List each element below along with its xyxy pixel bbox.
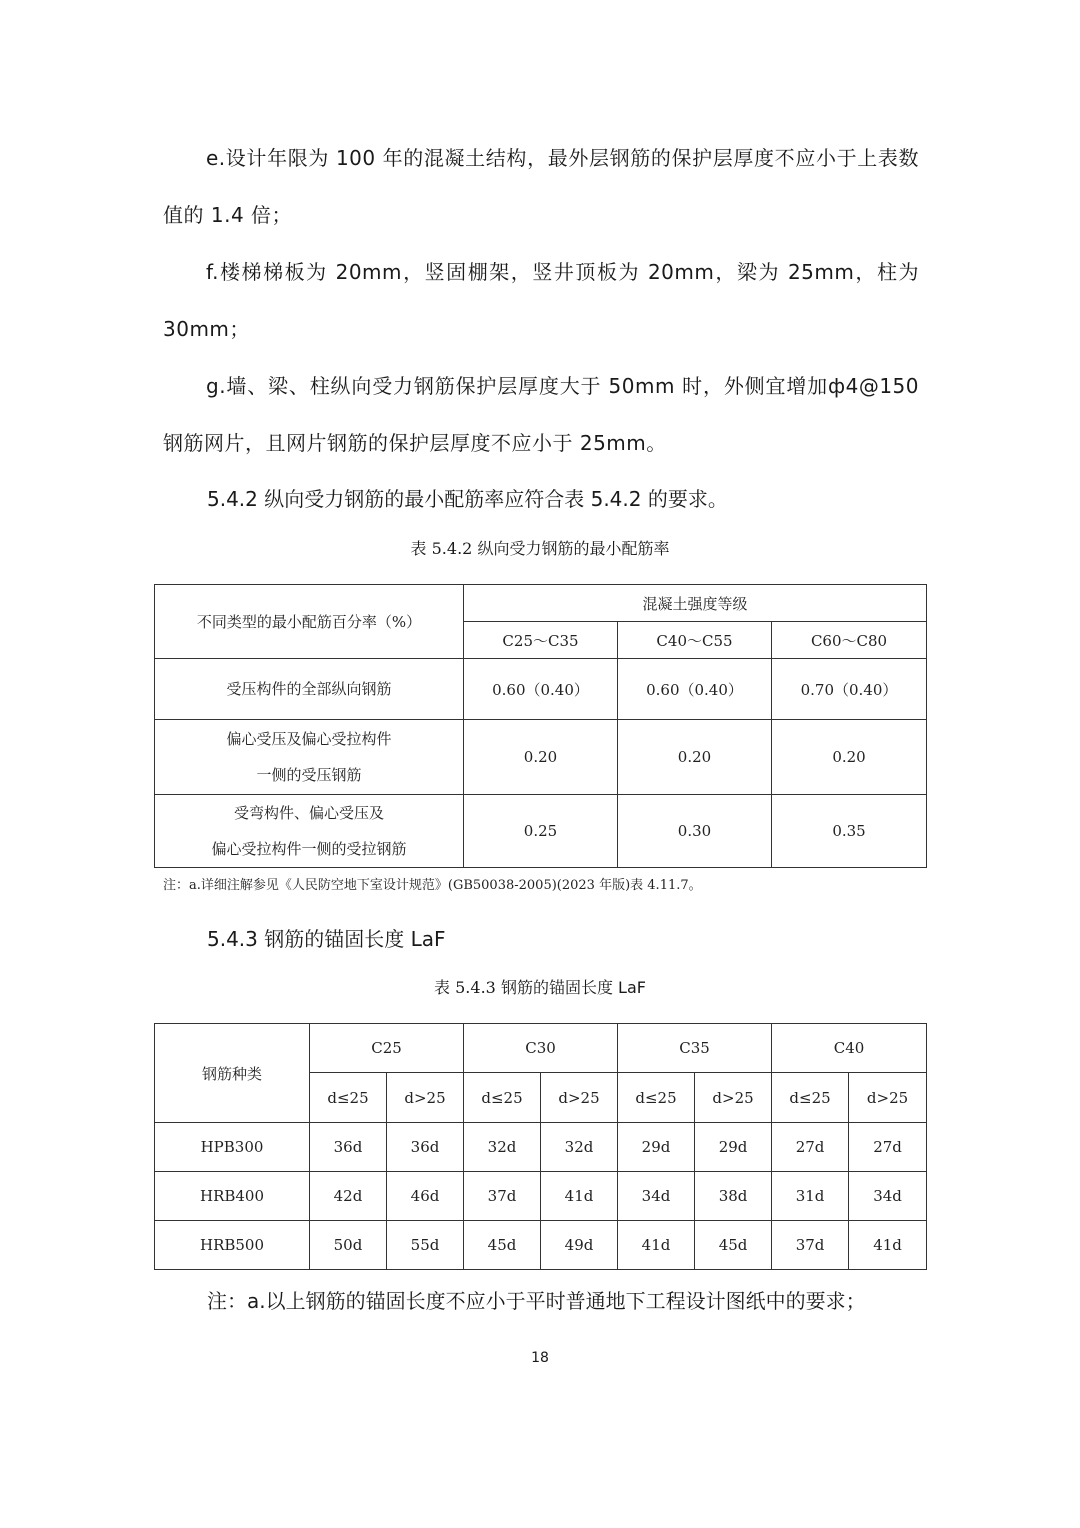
value-cell: 37d — [464, 1172, 541, 1221]
value-cell: 0.30 — [618, 795, 772, 868]
row-label-cell — [155, 720, 464, 795]
value-cell: 50d — [310, 1221, 387, 1270]
table-row — [155, 1221, 927, 1270]
table-caption-title: 纵向受力钢筋的最小配筋率 — [477, 539, 670, 558]
row-header-cell: 钢筋种类 — [155, 1024, 310, 1123]
value-cell: 27d — [772, 1123, 849, 1172]
rebar-type-cell: HRB500 — [155, 1221, 310, 1270]
value-cell: 34d — [849, 1172, 927, 1221]
table-row — [155, 795, 927, 868]
value-cell: 0.60（0.40） — [618, 659, 772, 720]
row-label-cell — [155, 659, 464, 720]
row-label-line: 偏心受拉构件一侧的受拉钢筋 — [211, 840, 407, 858]
subheader-cell: d≤25 — [464, 1073, 541, 1123]
value-cell: 0.25 — [464, 795, 618, 868]
grade-header-cell: C40 — [772, 1024, 927, 1073]
grade-header-cell: C25～C35 — [464, 622, 618, 659]
grade-header-cell: C30 — [464, 1024, 618, 1073]
value-cell: 31d — [772, 1172, 849, 1221]
value-cell: 41d — [541, 1172, 618, 1221]
table-row — [155, 1172, 927, 1221]
value-cell: 38d — [695, 1172, 772, 1221]
subheader-cell: d>25 — [695, 1073, 772, 1123]
value-cell: 0.60（0.40） — [464, 659, 618, 720]
table-caption-number: 表 5.4.3 — [434, 978, 496, 997]
value-cell: 55d — [387, 1221, 464, 1270]
value-cell: 45d — [695, 1221, 772, 1270]
section-5-4-3-text: 5.4.3 钢筋的锚固长度 LaF — [207, 927, 446, 951]
value-cell: 0.20 — [618, 720, 772, 795]
group-header-cell: 混凝土强度等级 — [464, 585, 927, 622]
row-label-line: 偏心受压及偏心受拉构件 — [226, 730, 392, 748]
grade-header-cell: C25 — [310, 1024, 464, 1073]
value-cell: 37d — [772, 1221, 849, 1270]
value-cell: 41d — [618, 1221, 695, 1270]
value-cell: 42d — [310, 1172, 387, 1221]
row-label-line: 受弯构件、偏心受压及 — [233, 804, 384, 822]
value-cell: 36d — [310, 1123, 387, 1172]
table-5-4-3-caption — [0, 976, 1080, 1000]
row-header-cell: 不同类型的最小配筋百分率（%） — [155, 585, 464, 659]
value-cell: 27d — [849, 1123, 927, 1172]
subheader-cell: d>25 — [849, 1073, 927, 1123]
table-5-4-2-caption — [0, 537, 1080, 561]
rebar-type-cell: HRB400 — [155, 1172, 310, 1221]
table-5-4-3-note: 注：a.以上钢筋的锚固长度不应小于平时普通地下工程设计图纸中的要求； — [207, 1289, 866, 1313]
value-cell: 0.20 — [772, 720, 927, 795]
grade-header-cell: C60～C80 — [772, 622, 927, 659]
value-cell: 36d — [387, 1123, 464, 1172]
subheader-cell: d>25 — [541, 1073, 618, 1123]
paragraph-g: g.墙、梁、柱纵向受力钢筋保护层厚度大于 50mm 时，外侧宜增加ф4@150 钢筋网片，且网片钢筋的保护层厚度不应小于 25mm。 — [163, 374, 919, 455]
row-label-line: 一侧的受压钢筋 — [256, 766, 362, 784]
page-number: 18 — [531, 1350, 549, 1366]
section-5-4-2-text: 5.4.2 纵向受力钢筋的最小配筋率应符合表 5.4.2 的要求。 — [207, 487, 728, 511]
table-min-reinforcement-ratio — [154, 584, 927, 868]
value-cell: 45d — [464, 1221, 541, 1270]
row-label-cell — [155, 795, 464, 868]
table-row — [155, 1123, 927, 1172]
value-cell: 29d — [695, 1123, 772, 1172]
subheader-cell: d>25 — [387, 1073, 464, 1123]
value-cell: 41d — [849, 1221, 927, 1270]
paragraph-f: f.楼梯梯板为 20mm，竖固棚架，竖井顶板为 20mm，梁为 25mm，柱为 30mm； — [163, 260, 919, 341]
subheader-cell: d≤25 — [310, 1073, 387, 1123]
value-cell: 32d — [464, 1123, 541, 1172]
value-cell: 32d — [541, 1123, 618, 1172]
table-caption-number: 表 5.4.2 — [410, 539, 473, 558]
paragraph-e: e.设计年限为 100 年的混凝土结构，最外层钢筋的保护层厚度不应小于上表数值的 1.4 倍； — [163, 146, 919, 227]
grade-header-cell: C35 — [618, 1024, 772, 1073]
table-row — [155, 659, 927, 720]
table-anchorage-length — [154, 1023, 927, 1270]
table-5-4-2-note: 注：a.详细注解参见《人民防空地下室设计规范》(GB50038-2005)(2023 年版)表 4.11.7。 — [163, 878, 702, 893]
value-cell: 34d — [618, 1172, 695, 1221]
value-cell: 46d — [387, 1172, 464, 1221]
value-cell: 0.20 — [464, 720, 618, 795]
table-caption-title: 钢筋的锚固长度 LaF — [500, 978, 646, 997]
value-cell: 0.70（0.40） — [772, 659, 927, 720]
value-cell: 49d — [541, 1221, 618, 1270]
value-cell: 0.35 — [772, 795, 927, 868]
value-cell: 29d — [618, 1123, 695, 1172]
table-row — [155, 720, 927, 795]
subheader-cell: d≤25 — [772, 1073, 849, 1123]
row-label-line: 受压构件的全部纵向钢筋 — [226, 680, 392, 698]
grade-header-cell: C40～C55 — [618, 622, 772, 659]
rebar-type-cell: HPB300 — [155, 1123, 310, 1172]
subheader-cell: d≤25 — [618, 1073, 695, 1123]
